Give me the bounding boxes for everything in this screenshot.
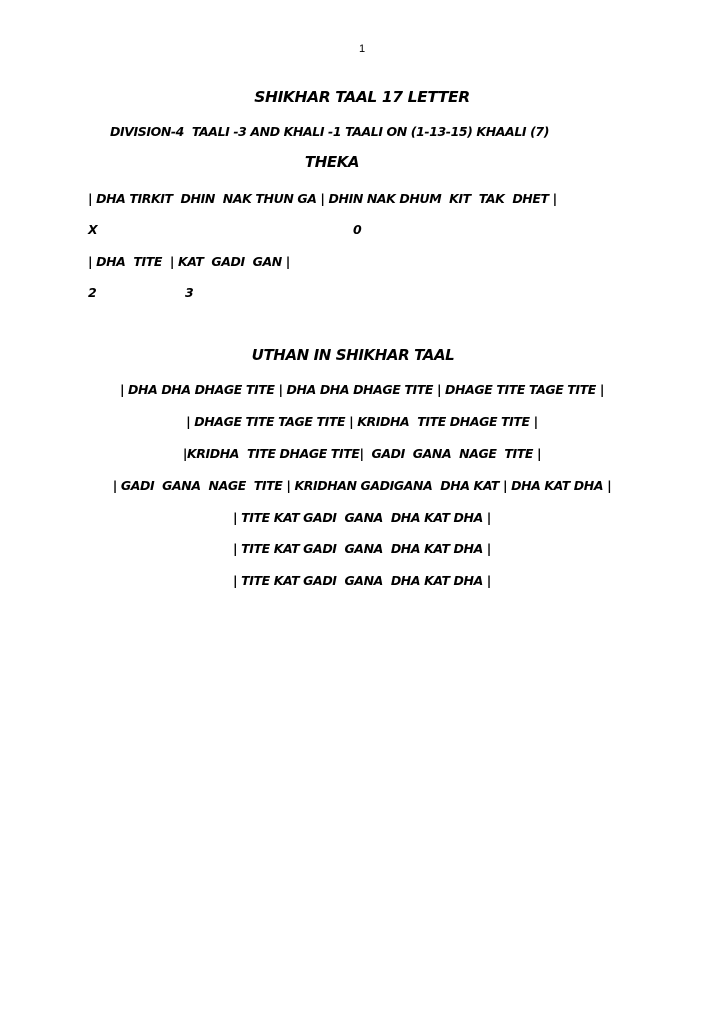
division-subtitle: DIVISION-4 TAALI -3 AND KHALI -1 TAALI ON (1-13-15) KHAALI (7) — [110, 124, 550, 139]
uthan-line: | GADI GANA NAGE TITE | KRIDHAN GADIGANA DHA KAT | DHA KAT DHA | — [112, 478, 612, 493]
theka-line-2: | DHA TITE | KAT GADI GAN | — [88, 254, 290, 269]
uthan-line: | DHAGE TITE TAGE TITE | KRIDHA TITE DHAGE TITE | — [186, 414, 538, 429]
uthan-heading: UTHAN IN SHIKHAR TAAL — [251, 346, 455, 364]
uthan-line: |KRIDHA TITE DHAGE TITE| GADI GANA NAGE TITE | — [182, 446, 542, 461]
uthan-line: | TITE KAT GADI GANA DHA KAT DHA | — [233, 573, 491, 588]
page-title: SHIKHAR TAAL 17 LETTER — [254, 88, 470, 106]
taali-marker-3: 3 — [185, 285, 194, 300]
theka-heading: THEKA — [304, 153, 360, 171]
taali-marker-2: 2 — [88, 285, 97, 300]
uthan-line: | TITE KAT GADI GANA DHA KAT DHA | — [233, 541, 491, 556]
theka-line-1: | DHA TIRKIT DHIN NAK THUN GA | DHIN NAK DHUM KIT TAK DHET | — [88, 191, 557, 206]
page-number: 1 — [358, 43, 366, 55]
khali-marker-0: 0 — [353, 222, 362, 237]
uthan-line: | DHA DHA DHAGE TITE | DHA DHA DHAGE TITE | DHAGE TITE TAGE TITE | — [119, 382, 605, 397]
uthan-line: | TITE KAT GADI GANA DHA KAT DHA | — [233, 510, 491, 525]
taali-marker-x: X — [88, 222, 98, 237]
